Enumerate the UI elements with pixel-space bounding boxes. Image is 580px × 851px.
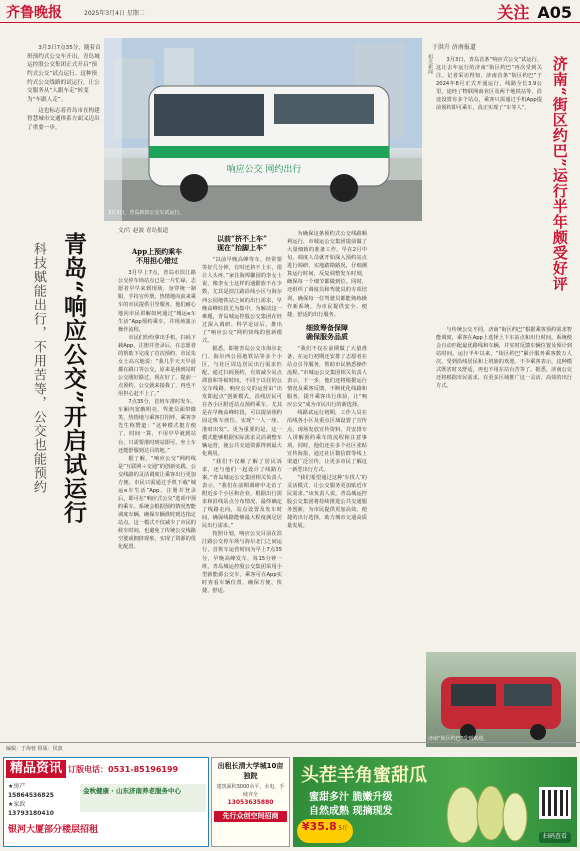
listing-line: ★房产 xyxy=(8,783,26,790)
classified-title: 精品资讯 xyxy=(6,760,66,778)
scan-label: 扫码查看 xyxy=(539,832,571,843)
intro-paragraph: 这也标志着青岛市在构建智慧城市交通体系方面又迈出了重要一步。 xyxy=(27,107,100,131)
bus-photo xyxy=(104,38,422,221)
article-paragraph: 按照计划，响应公交目前在滨江路公交停车场与海尔北门之间运行，首班车运营时间为早上7点35分，早晚高峰发车，每15分钟一班，青岛城运控股公交集团采用小型新能源公交车，乘客可在App实时查看车辆位置，确保方便、快捷、舒适。 xyxy=(202,531,282,594)
section-heading: 以前“挤不上车” 现在“抬脚上车” xyxy=(216,234,268,253)
classified-phone: 订版电话：0531-85196199 xyxy=(68,765,179,774)
article-paragraph: “我们希望通过这种‘车找人’的灵活模式，让公交服务更加贴近市民需求。”该负责人说。青岛城运控股公交集团将持续推进公共交通服务创新，为市民提供更加高效、便捷的出行选择，助力城市交通高质量发展。 xyxy=(287,474,367,530)
section-page xyxy=(497,1,572,24)
article-column-2 xyxy=(202,230,282,595)
rental-phone: 13053635880 xyxy=(227,798,274,806)
melon-ad xyxy=(293,757,577,847)
page-number: A05 xyxy=(537,3,572,22)
qr-code-icon[interactable] xyxy=(539,787,571,819)
article-paragraph: 市民们纷纷拿出手机，扫码下载App，注册并登录后，在志愿者的帮助下完成了首次预约，市民朱女士高兴地说：“我几乎天天早晨都在路口等公交，原来是我到站时公交刚好路过。现在好了，提前一点预约，公交就来接我了，再也不用担心赶不上了。” xyxy=(118,334,196,398)
tower-lease-ad: 银河大厦部分楼层招租 xyxy=(8,825,99,835)
elder-care-ad: 金秋健康 · 山东济南养老服务中心 xyxy=(80,784,206,812)
rental-ad xyxy=(211,757,290,847)
sidebar-byline: 于洪升 济南报道 xyxy=(432,44,476,51)
article-paragraph: 线路试运行初期，工作人员在沿线各小区及重点区域设置了宣传点，现场发放宣传资料，并安排专人讲解预约乘车的流程和注意事项。同时，他们还在多个社区张贴宣传海报，通过社区微信群等线上渠道广泛宣传，让更多市民了解这一新型出行方式。 xyxy=(287,410,367,473)
sidebar-body-2 xyxy=(436,326,572,391)
article-paragraph: 为确保这条预约式公交线路顺利运行，市城运公交集团提前做了大量细致的准备工作。早在2月中旬，调度人员就开始深入预约站点进行调研，实地踏勘路况，仔细测算运行时间，反复调整发车时刻，确保每一个细节都做到位。同时，还组织了调度员和驾驶员的专项培训，确保每一位驾驶员都能熟练操作新系统，为市民提供安全、便捷、舒适的出行服务。 xyxy=(287,231,367,318)
article-paragraph: “我们不仅解了解了居民诉求，还与他们一起设计了线路方案。”青岛城运公交集团相关负责人表示，“我们在前期调研中走访了附近多个小区和企业，根据出行需求和沿线站点分布情况，最终确定了线路走向，站点设置及发车时间，确保线路能够最大程度满足居民出行需求。” xyxy=(202,458,282,530)
page-header xyxy=(0,0,580,38)
melon-slogan: 自然成熟 现摘现发 xyxy=(309,806,393,817)
intro-blurb xyxy=(27,44,101,135)
classified-listing xyxy=(8,782,78,818)
price: ¥35.8 xyxy=(301,820,337,833)
listing-line: 15864536825 xyxy=(8,792,54,799)
issue-date: 2025年3月4日 星期二 xyxy=(84,10,145,17)
melon-ad-title: 头茬羊角蜜甜瓜 xyxy=(301,765,427,786)
price-unit: 5斤 xyxy=(338,825,349,832)
editors-line: 编辑：于海蓉 组版：侯波 xyxy=(6,746,63,752)
divider xyxy=(0,742,580,743)
listing-line: 13793180410 xyxy=(8,810,54,817)
intro-paragraph: 3月3日7点35分，随着首班预约式公交车开出，青岛城运控股公交集团正式开启“预约式公交”试点运行。这种预约式公交线路的试运行，让公交服务从“人跟车走”转变为“车跟人走”。 xyxy=(27,45,101,103)
related-news-label: 相关新闻 xyxy=(427,54,433,74)
rental-title: 出租长清大学城10亩独院 xyxy=(217,762,284,781)
melon-icon xyxy=(433,783,533,843)
sidebar-bus-photo xyxy=(426,652,576,747)
article-column-1 xyxy=(118,243,196,551)
bus-photo-caption: 3月3日，青岛新款公交车试运行。 xyxy=(108,210,185,216)
article-paragraph: “我们不仅在前期做了大量准备，在运行初期还安排了志愿者在站点引导服务，帮助市民熟悉操作流程。”市城运公交集团相关负责人表示，下一步，他们还将根据运行情况及乘客反馈，不断优化线路和服务，提升乘客出行体验，让“响应公交”成为市民出行的新选择。 xyxy=(287,345,367,409)
price-badge xyxy=(297,819,353,843)
classified-ad xyxy=(3,757,209,847)
newspaper-logo: 齐鲁晚报 xyxy=(6,5,62,21)
header-rule xyxy=(0,22,580,23)
article-paragraph: 据悉，即将青岛公交市海尔北门、海尔西公园地铁站等多个小区，与社区周边居民出行需求匹配，通过扫码预约，有效减少站点滞留和等候时间。不同于以往的公交车线路，响应公交的运营由“出发即起点”创新模式，沿线居民可在各小区附近站点预约乘车，尤其是在早晚高峰时段，可以提前预约固定班车座位，实现“一人一座、准时出发”。更为重要的是，这一模式能够根据实际需求灵活调整车辆运营，使公共交通资源得到最大化利用。 xyxy=(202,345,282,457)
section-heading: 细致筹备保障 确保服务品质 xyxy=(306,322,348,341)
headline-block xyxy=(28,232,90,592)
listing-line: ★家政 xyxy=(8,801,26,808)
subheadline: 科技赋能出行，不用苦等，公交也能预约 xyxy=(30,242,46,494)
sidebar-photo-caption: 济南“街区约巴”受到欢迎。 xyxy=(428,736,489,742)
bus-illustration xyxy=(104,38,422,221)
section-name: 关注 xyxy=(497,3,530,22)
article-paragraph: 7点35分，首班车准时发车。车厢内宽敞明亮，驾驶员面带微笑，热情地与乘客打招呼，乘客李先生称赞道：“这种模式挺方便了，时间一算，不用早早就到站台，只需要准时到站即可，坐上车还能舒服到达目的地。” xyxy=(118,399,196,454)
byline: 文/片 赵波 青岛报道 xyxy=(118,228,169,234)
startup-space-ad: 先行众创空间招商 xyxy=(214,811,287,821)
sidebar-headline: 济南“街区约巴”运行半年颇受好评 xyxy=(550,56,569,292)
sidebar-paragraph: 3月3日，青岛首条“响应式公交”试运行，这让去年运行的济南“街区约巴”再次受到关注。记者采访得知，济南首条“街区约巴”于2024年8月正式开通运行，线路全长3.9公里，途经了物联网商业区及两个地铁站等，沿途设置有多个站点，乘客只需通过手机App提前预约即可乘车，真正实现了“车等人”。 xyxy=(436,57,542,112)
headline: 青岛“响应公交”开启试运行 xyxy=(60,232,87,525)
minibus-illustration xyxy=(426,652,576,747)
article-paragraph: “以前早晚高峰等车，经常要等好几分钟，有时还挤不上车，很让人头疼。”家住海埠馨园的李女士说，像李女士这样的通勤族不在少数，尤其是滨江路沿线小区与海尔西公园地铁站之间的出行需求，早晚高峰时段尤为集中，为解决这一难题，青岛城运控股公交集团在经过深入调研、科学论证后，推出了“响应公交”网约快线的创新模式。 xyxy=(202,257,282,344)
sidebar-paragraph: 与传统公交不同，济南“街区约巴”根据乘客预约需求智能调度，乘客在App上选择上下车站点和出行时间，系统便会自动匹配最优路线和车辆，并实时反馈车辆位置及预计到站时间。运行半年以来，“街区约巴”累计服务乘客数万人次，受到沿线居民和上班族的欢迎。不少乘客表示，这种模式既省时又舒适，再也不用在站台苦等了。据悉，济南公交还将根据市民需求，在更多区域推广这一灵活、高效的出行方式。 xyxy=(436,327,572,390)
sidebar-body xyxy=(436,56,542,112)
bus-sign: 响应公交 网约出行 xyxy=(226,165,302,175)
article-paragraph: 据了解，“响应公交”网约线是“互联网＋交通”的创新实践。公交线路的灵活调度让乘客出行更加方便。市民只需通过手机下载“城运e车生活”App，注册并登录后，即可在“响应式公交”选项中预约乘车。系统会根据预约情况智能调度车辆，确保车辆准时到达指定站点。这一模式不仅减少了市民的候车时间，也避免了传统公交线路空驶或拥挤现象，实现了资源的优化配置。 xyxy=(118,455,197,551)
section-heading: App上预约乘车 不用担心错过 xyxy=(131,247,183,266)
article-paragraph: 3月早上7点，青岛市滨江路公交停车场站点已是一片忙碌，志愿者早早来到现场，身穿统一制服，手持宣传册，热情地向前来乘车的市民提供引导服务，他们耐心地向市民讲解如何通过“城运e车生活”App预约乘车，并现场演示操作流程。 xyxy=(118,270,196,333)
melon-slogan: 蜜甜多汁 脆嫩升级 xyxy=(309,792,393,803)
rental-detail: 建筑面积3000余平，水电、手续齐全 xyxy=(216,784,285,798)
article-column-3 xyxy=(287,230,367,530)
